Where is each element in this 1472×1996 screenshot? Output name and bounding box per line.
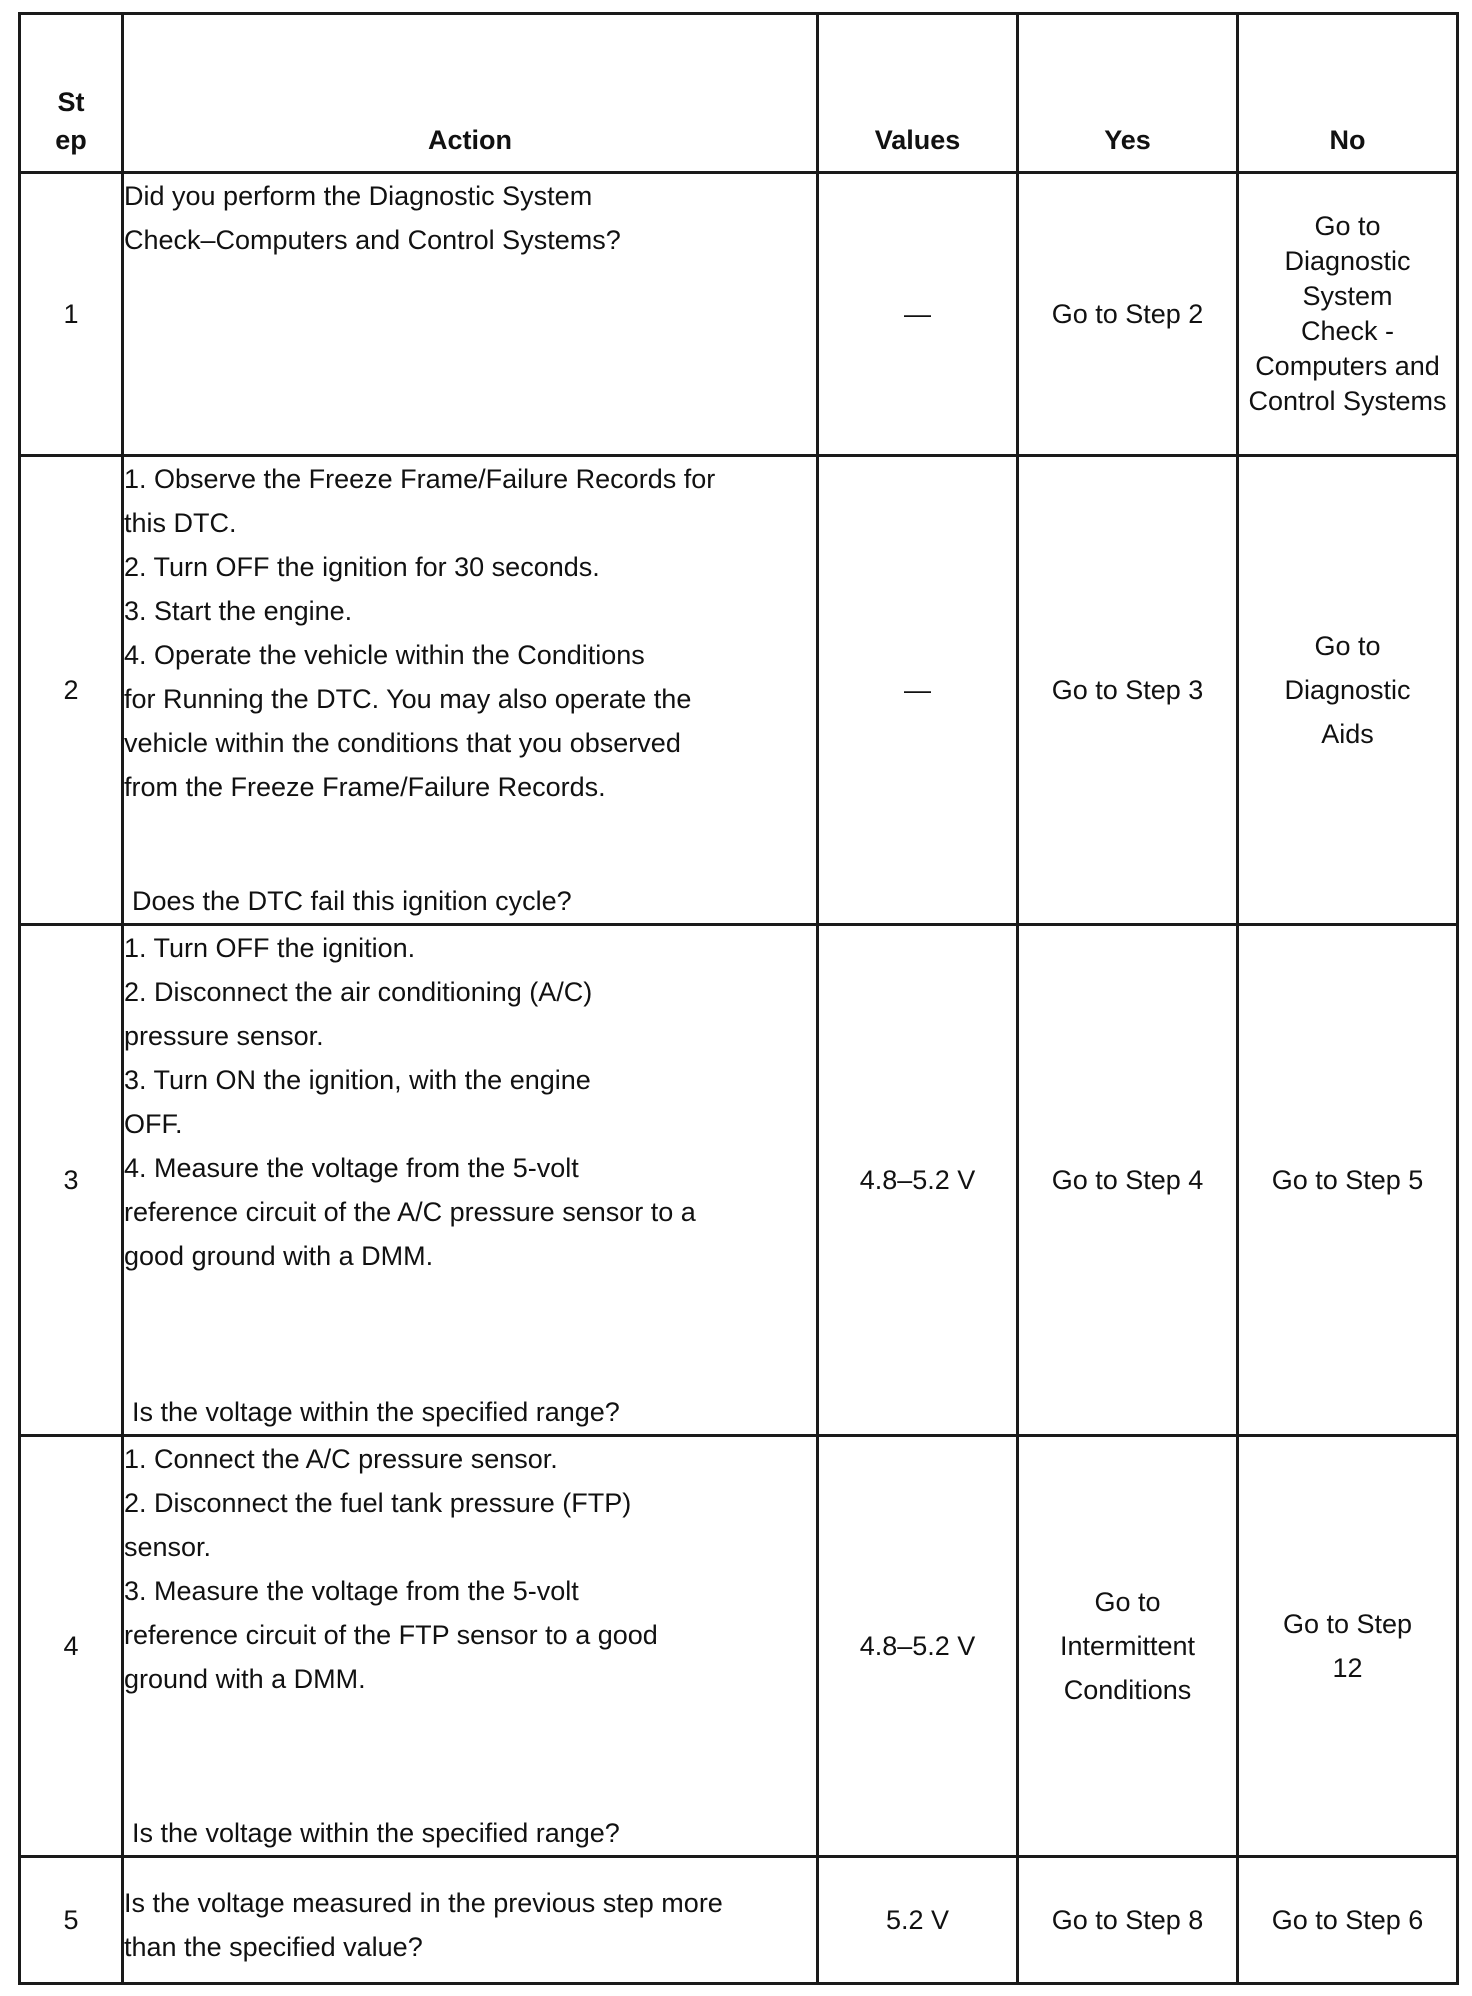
action-line: 3. Measure the voltage from the 5-volt (124, 1576, 579, 1606)
header-action: Action (123, 14, 818, 173)
header-row (20, 14, 1458, 173)
table-row (20, 173, 1458, 456)
no-line: 12 (1332, 1653, 1363, 1683)
header-step-line1: St (57, 87, 85, 117)
no-line: Go to Step (1282, 1609, 1413, 1639)
action-line: vehicle within the conditions that you observed (124, 728, 681, 758)
action-line: Check–Computers and Control Systems? (124, 225, 621, 255)
no-cell (1238, 1436, 1458, 1857)
yes-cell: Go to Step 4 (1018, 925, 1238, 1436)
action-line: 2. Turn OFF the ignition for 30 seconds. (124, 552, 600, 582)
action-cell (123, 456, 818, 925)
no-line: Computers and (1255, 351, 1440, 381)
action-cell (123, 925, 818, 1436)
header-step-line2: ep (55, 125, 87, 155)
table-row (20, 1436, 1458, 1857)
action-question: Is the voltage within the specified range? (132, 1818, 620, 1848)
no-cell (1238, 1857, 1458, 1984)
no-line: Go to (1314, 631, 1381, 661)
action-line: good ground with a DMM. (124, 1241, 434, 1271)
values-cell: 4.8–5.2 V (818, 1436, 1018, 1857)
no-line: Go to Step 6 (1271, 1905, 1424, 1935)
action-question: Is the voltage within the specified range? (132, 1397, 620, 1427)
no-line: Go to Step 5 (1271, 1165, 1424, 1195)
action-cell (123, 1436, 818, 1857)
action-line: 2. Disconnect the air conditioning (A/C) (124, 977, 593, 1007)
step-number: 1 (20, 173, 123, 456)
action-line: sensor. (124, 1532, 212, 1562)
values-cell: — (818, 456, 1018, 925)
step-number: 2 (20, 456, 123, 925)
yes-line: Go to (1094, 1587, 1161, 1617)
action-line: than the specified value? (124, 1932, 423, 1962)
action-line: from the Freeze Frame/Failure Records. (124, 772, 606, 802)
yes-line: Conditions (1063, 1675, 1192, 1705)
yes-line: Intermittent (1059, 1631, 1196, 1661)
no-cell (1238, 925, 1458, 1436)
no-line: Check - (1300, 316, 1395, 346)
no-line: Aids (1321, 719, 1374, 749)
header-yes: Yes (1018, 14, 1238, 173)
yes-cell: Go to Step 2 (1018, 173, 1238, 456)
action-line: Did you perform the Diagnostic System (124, 181, 593, 211)
no-line: System (1302, 281, 1393, 311)
action-cell (123, 173, 818, 456)
step-number: 4 (20, 1436, 123, 1857)
table-row (20, 925, 1458, 1436)
action-line: 1. Turn OFF the ignition. (124, 933, 416, 963)
table-row (20, 1857, 1458, 1984)
action-line: reference circuit of the FTP sensor to a good (124, 1620, 658, 1650)
values-cell: 4.8–5.2 V (818, 925, 1018, 1436)
action-line: for Running the DTC. You may also operate the (124, 684, 692, 714)
action-line: 1. Observe the Freeze Frame/Failure Records for (124, 464, 716, 494)
no-line: Control Systems (1248, 386, 1447, 416)
action-line: reference circuit of the A/C pressure sensor to a (124, 1197, 696, 1227)
action-line: 2. Disconnect the fuel tank pressure (FTP) (124, 1488, 632, 1518)
action-line: Is the voltage measured in the previous step more (124, 1888, 723, 1918)
action-question: Does the DTC fail this ignition cycle? (132, 886, 572, 916)
yes-cell: Go to Step 3 (1018, 456, 1238, 925)
no-line: Diagnostic (1284, 246, 1411, 276)
action-line: 1. Connect the A/C pressure sensor. (124, 1444, 558, 1474)
diagnostic-table (18, 12, 1459, 1985)
table-row (20, 456, 1458, 925)
step-number: 5 (20, 1857, 123, 1984)
action-cell (123, 1857, 818, 1984)
no-line: Go to (1314, 211, 1381, 241)
action-line: ground with a DMM. (124, 1664, 366, 1694)
no-cell (1238, 173, 1458, 456)
action-line: this DTC. (124, 508, 237, 538)
header-no: No (1238, 14, 1458, 173)
values-cell: — (818, 173, 1018, 456)
action-line: 3. Turn ON the ignition, with the engine (124, 1065, 591, 1095)
action-line: 4. Operate the vehicle within the Conditions (124, 640, 645, 670)
action-line: OFF. (124, 1109, 183, 1139)
yes-cell (1018, 1436, 1238, 1857)
values-cell: 5.2 V (818, 1857, 1018, 1984)
no-line: Diagnostic (1284, 675, 1411, 705)
header-values: Values (818, 14, 1018, 173)
action-line: 4. Measure the voltage from the 5-volt (124, 1153, 579, 1183)
step-number: 3 (20, 925, 123, 1436)
action-line: 3. Start the engine. (124, 596, 353, 626)
header-step (20, 14, 123, 173)
action-line: pressure sensor. (124, 1021, 324, 1051)
no-cell (1238, 456, 1458, 925)
yes-cell: Go to Step 8 (1018, 1857, 1238, 1984)
